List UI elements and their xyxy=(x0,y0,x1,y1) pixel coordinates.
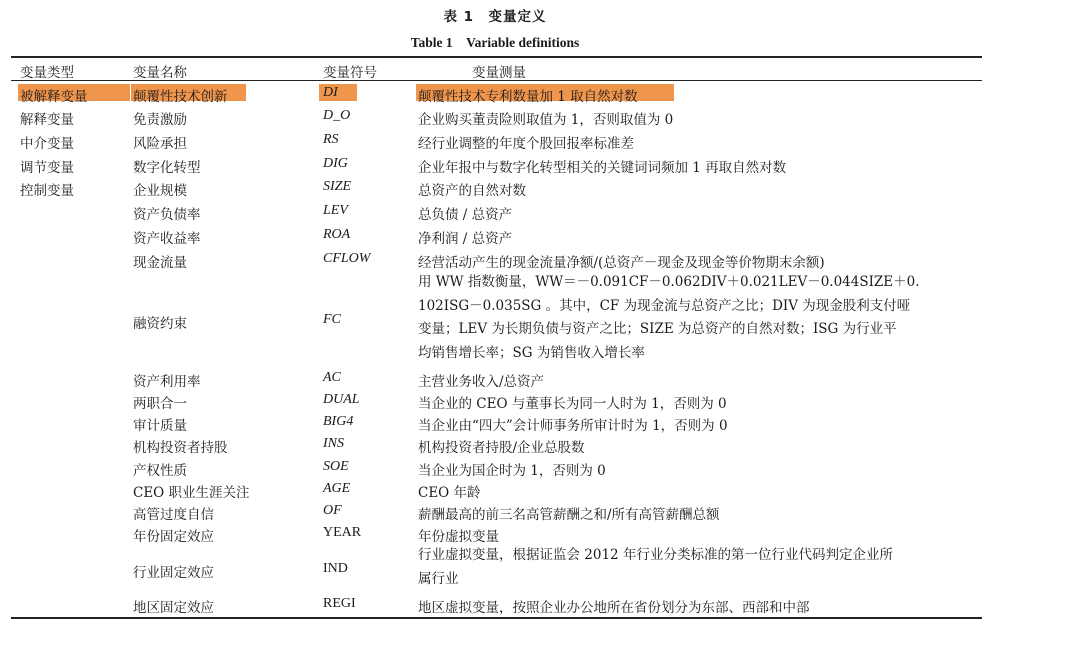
cell-measure: 总资产的自然对数 xyxy=(418,183,526,199)
cell-measure: CEO 年龄 xyxy=(418,485,481,501)
measure-line: 102ISG－0.035SG 。其中，CF 为现金流与总资产之比；DIV 为现金股利支付哑 xyxy=(418,297,911,314)
measure-line: 行业虚拟变量，根据证监会 2012 年行业分类标准的第一位行业代码判定企业所 xyxy=(418,547,893,563)
cell-measure: 净利润 / 总资产 xyxy=(418,231,513,247)
cell-name: CEO 职业生涯关注 xyxy=(133,485,250,501)
cell-name: 两职合一 xyxy=(133,396,187,412)
cell-name: 地区固定效应 xyxy=(133,600,214,616)
bottom-rule xyxy=(11,617,982,619)
cell-symbol: SIZE xyxy=(323,179,351,194)
cell-symbol: RS xyxy=(323,132,339,147)
cell-name: 资产负债率 xyxy=(133,207,201,223)
cell-symbol: OF xyxy=(323,503,342,518)
cell-symbol: YEAR xyxy=(323,525,362,540)
cell-type: 控制变量 xyxy=(20,183,74,199)
cell-name: 企业规模 xyxy=(133,183,187,199)
cell-symbol: INS xyxy=(323,436,344,451)
cell-measure: 经营活动产生的现金流量净额/(总资产－现金及现金等价物期末余额) xyxy=(418,255,825,271)
cell-name: 年份固定效应 xyxy=(133,529,214,545)
cell-symbol: DI xyxy=(323,85,338,100)
cell-name: 数字化转型 xyxy=(133,160,201,176)
cell-symbol: BIG4 xyxy=(323,414,354,429)
table-title-cn: 表 1 变量定义 xyxy=(443,9,547,25)
cell-symbol: AC xyxy=(323,370,341,385)
cell-type: 调节变量 xyxy=(20,160,74,176)
measure-line: 属行业 xyxy=(418,570,459,587)
cell-measure: 当企业由“四大”会计师事务所审计时为 1，否则为 0 xyxy=(418,418,728,434)
cell-type: 被解释变量 xyxy=(20,89,88,105)
cell-measure: 主营业务收入/总资产 xyxy=(418,374,545,390)
cell-symbol: LEV xyxy=(323,203,348,218)
cell-name: 产权性质 xyxy=(133,463,187,479)
cell-name: 行业固定效应 xyxy=(133,565,214,581)
cell-name: 现金流量 xyxy=(133,255,187,271)
top-rule xyxy=(11,56,982,58)
cell-name: 风险承担 xyxy=(133,136,187,152)
cell-measure: 经行业调整的年度个股回报率标准差 xyxy=(418,136,634,152)
cell-measure: 企业年报中与数字化转型相关的关键词词频加 1 再取自然对数 xyxy=(418,160,787,176)
cell-measure: 薪酬最高的前三名高管薪酬之和/所有高管薪酬总额 xyxy=(418,507,720,523)
cell-name: 高管过度自信 xyxy=(133,507,214,523)
cell-measure: 颠覆性技术专利数量加 1 取自然对数 xyxy=(418,89,638,105)
cell-symbol: AGE xyxy=(323,481,351,496)
cell-symbol: FC xyxy=(323,312,341,327)
cell-name: 免责激励 xyxy=(133,112,187,128)
header-symbol: 变量符号 xyxy=(323,65,377,81)
cell-symbol: DIG xyxy=(323,156,348,171)
cell-name: 机构投资者持股 xyxy=(133,440,228,456)
cell-measure: 总负债 / 总资产 xyxy=(418,207,513,223)
cell-measure: 机构投资者持股/企业总股数 xyxy=(418,440,585,456)
cell-symbol: DUAL xyxy=(323,392,360,407)
header-measure: 变量测量 xyxy=(472,65,526,81)
cell-type: 中介变量 xyxy=(20,136,74,152)
cell-symbol: IND xyxy=(323,561,348,576)
cell-name: 资产收益率 xyxy=(133,231,201,247)
measure-line: 变量；LEV 为长期负债与资产之比；SIZE 为总资产的自然对数；ISG 为行业平 xyxy=(418,321,897,337)
cell-name: 资产利用率 xyxy=(133,374,201,390)
cell-symbol: D_O xyxy=(323,108,351,123)
cell-name: 融资约束 xyxy=(133,316,187,332)
measure-line: 均销售增长率；SG 为销售收入增长率 xyxy=(418,344,645,361)
cell-type: 解释变量 xyxy=(20,112,74,128)
table-title-en: Table 1 Variable definitions xyxy=(410,35,580,50)
cell-name: 颠覆性技术创新 xyxy=(133,89,228,105)
cell-measure: 年份虚拟变量 xyxy=(418,529,499,545)
cell-symbol: REGI xyxy=(323,596,356,611)
header-type: 变量类型 xyxy=(20,65,74,81)
cell-symbol: SOE xyxy=(323,459,349,474)
cell-measure: 地区虚拟变量，按照企业办公地所在省份划分为东部、西部和中部 xyxy=(418,600,810,616)
cell-measure-multiline xyxy=(418,544,893,591)
cell-measure: 企业购买董责险则取值为 1，否则取值为 0 xyxy=(418,112,674,128)
cell-symbol: ROA xyxy=(323,227,351,242)
cell-measure: 当企业为国企时为 1，否则为 0 xyxy=(418,463,606,479)
header-name: 变量名称 xyxy=(133,65,187,81)
cell-measure: 当企业的 CEO 与董事长为同一人时为 1，否则为 0 xyxy=(418,396,727,412)
cell-measure-multiline xyxy=(418,271,920,365)
cell-symbol: CFLOW xyxy=(323,251,371,266)
measure-line: 用 WW 指数衡量，WW＝－0.091CF－0.062DIV＋0.021LEV－0.044SIZE＋0. xyxy=(418,274,920,290)
cell-name: 审计质量 xyxy=(133,418,187,434)
